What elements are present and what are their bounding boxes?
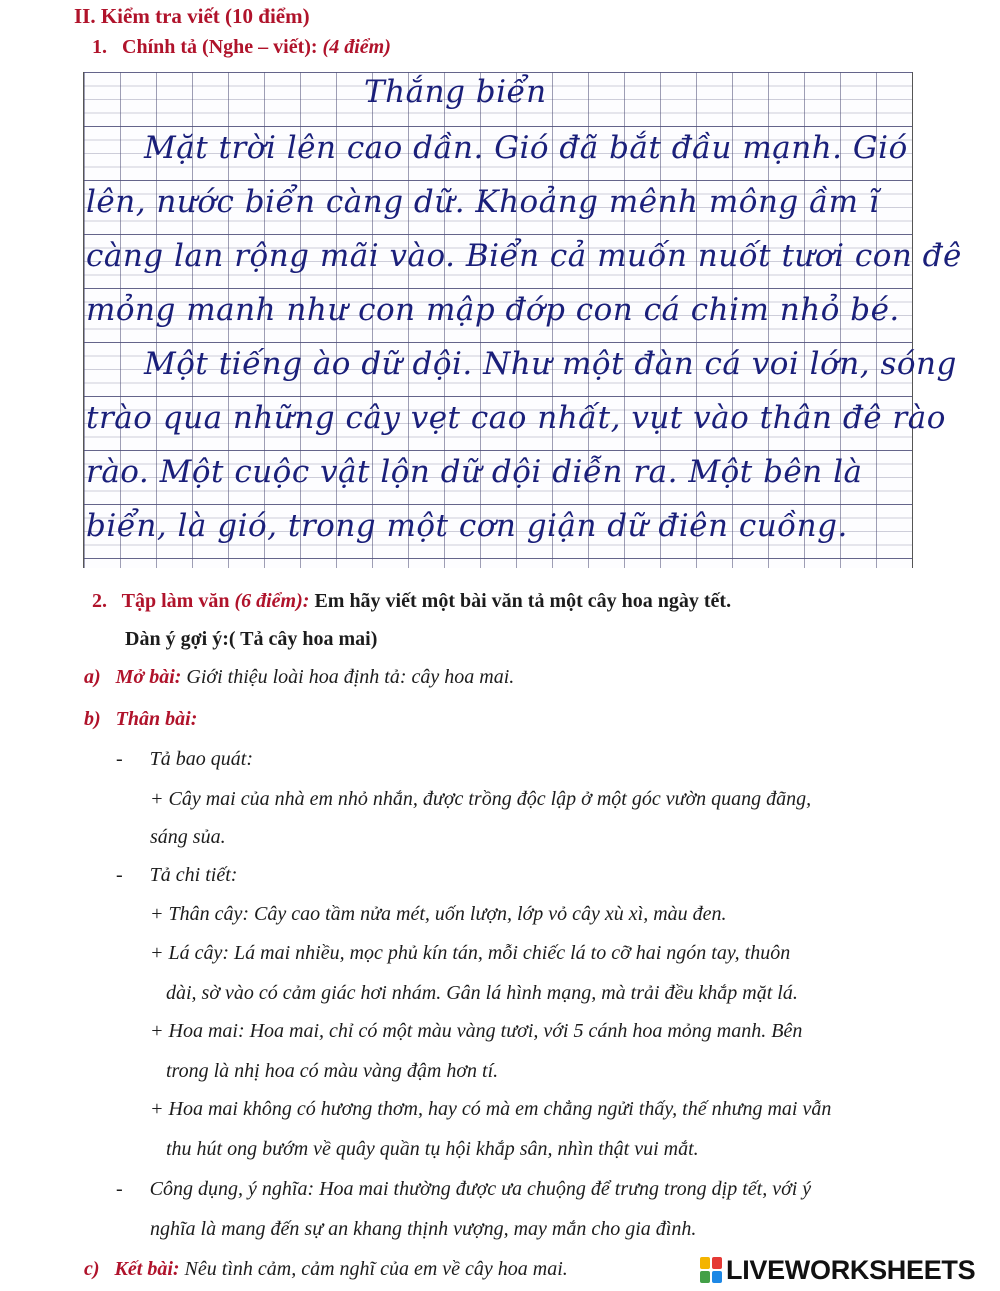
detail-leaf-2: dài, sờ vào có cảm giác hơi nhám. Gân lá hình mạng, mà trải đều khắp mặt lá. [166,982,798,1004]
outline-body-heading [84,708,197,731]
use-line-2: nghĩa là mang đến sự an khang thịnh vượng, may mắn cho gia đình. [150,1218,697,1240]
handwriting-grid-paper [83,72,962,568]
detail-label: Tả chi tiết: [149,864,238,886]
dictation-line-2: lên, nước biển càng dữ. Khoảng mênh mông ầm ĩ [86,184,880,220]
part2-heading [92,590,731,613]
logo-square-3 [700,1271,710,1283]
detail-trunk: + Thân cây: Cây cao tầm nửa mét, uốn lượn, lớp vỏ cây xù xì, màu đen. [150,903,727,925]
part1-title: Chính tả (Nghe – viết): [122,36,318,58]
part1-heading [92,36,391,59]
part2-prompt: Em hãy viết một bài văn tả một cây hoa ngày tết. [314,590,732,612]
detail-scent-1: + Hoa mai không có hương thơm, hay có mà em chẳng ngửi thấy, thế nhưng mai vẫn [150,1098,832,1120]
liveworksheets-logo [700,1252,975,1288]
general-dash: - [116,748,123,770]
dictation-line-4: mỏng manh như con mập đớp con cá chim nhỏ bé. [86,292,900,328]
part1-number: 1. [92,36,107,58]
dictation-line-3: càng lan rộng mãi vào. Biển cả muốn nuốt tươi con đê [86,238,962,274]
logo-square-2 [712,1257,722,1269]
dictation-line-8: biển, là gió, trong một cơn giận dữ điên cuồng. [86,508,848,544]
detail-leaf-1: + Lá cây: Lá mai nhiều, mọc phủ kín tán, mỗi chiếc lá to cỡ hai ngón tay, thuôn [150,942,791,964]
intro-marker: a) [84,666,101,688]
outline-intro [84,666,514,689]
outline-title: Dàn ý gợi ý:( Tả cây hoa mai) [125,628,378,650]
logo-square-4 [712,1271,722,1283]
use-text-1: Công dụng, ý nghĩa: Hoa mai thường được ưa chuộng để trưng trong dịp tết, với ý [149,1178,812,1200]
general-heading [116,748,253,771]
use-dash: - [116,1178,123,1200]
dictation-line-5: Một tiếng ào dữ dội. Như một đàn cá voi lớn, sóng [144,346,957,382]
detail-dash: - [116,864,123,886]
general-line-2: sáng sủa. [150,826,226,848]
conclusion-marker: c) [84,1258,100,1280]
section-title: II. Kiểm tra viết (10 điểm) [74,4,310,28]
conclusion-label: Kết bài: [114,1258,180,1280]
general-line-1: + Cây mai của nhà em nhỏ nhắn, được trồng độc lập ở một góc vườn quang đãng, [150,788,812,810]
intro-text: Giới thiệu loài hoa định tả: cây hoa mai. [186,666,515,688]
general-label: Tả bao quát: [149,748,254,770]
part2-points: (6 điểm): [234,590,310,612]
detail-heading [116,864,237,887]
detail-flower-1: + Hoa mai: Hoa mai, chỉ có một màu vàng tươi, với 5 cánh hoa mỏng manh. Bên [150,1020,803,1042]
dictation-title: Thắng biển [364,74,547,110]
body-label: Thân bài: [115,708,198,730]
conclusion-text: Nêu tình cảm, cảm nghĩ của em về cây hoa mai. [184,1258,568,1280]
detail-flower-2: trong là nhị hoa có màu vàng đậm hơn tí. [166,1060,499,1082]
dictation-line-7: rào. Một cuộc vật lộn dữ dội diễn ra. Một bên là [86,454,863,490]
part2-number: 2. [92,590,107,612]
liveworksheets-logo-icon [700,1257,722,1283]
dictation-line-1: Mặt trời lên cao dần. Gió đã bắt đầu mạnh. Gió [144,130,908,166]
logo-square-1 [700,1257,710,1269]
body-marker: b) [84,708,101,730]
dictation-line-6: trào qua những cây vẹt cao nhất, vụt vào thân đê rào [86,400,946,436]
outline-conclusion [84,1258,568,1281]
use-line-1 [116,1178,811,1201]
liveworksheets-logo-text: LIVEWORKSHEETS [726,1254,976,1285]
part1-points: (4 điểm) [322,36,391,58]
part2-title: Tập làm văn [121,590,230,612]
detail-scent-2: thu hút ong bướm về quây quần tụ hội khắp sân, nhìn thật vui mắt. [166,1138,699,1160]
intro-label: Mở bài: [115,666,182,688]
